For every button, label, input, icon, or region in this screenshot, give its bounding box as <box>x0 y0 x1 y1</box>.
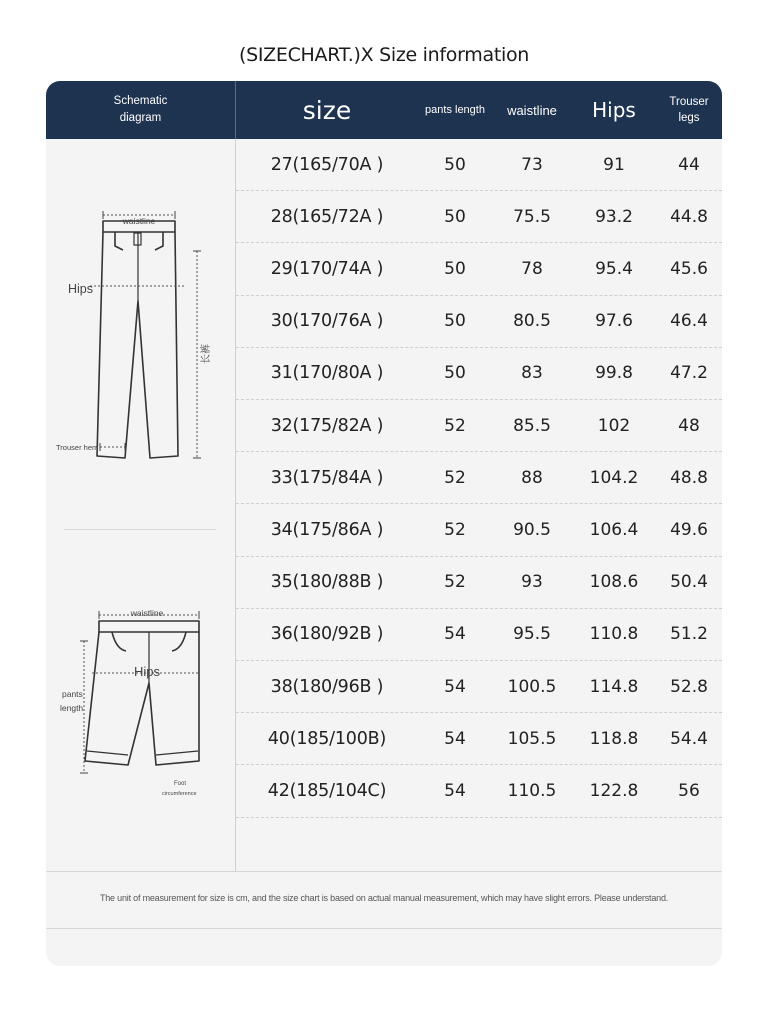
hips-cell: 99.8 <box>595 363 633 384</box>
trouser-legs-cell: 44 <box>678 154 700 175</box>
trouser-legs-cell: 48.8 <box>670 467 708 488</box>
shorts-length-label: length <box>60 703 84 713</box>
size-cell: 27(165/70A ) <box>270 154 384 175</box>
table-row <box>236 557 722 609</box>
table-row <box>236 348 722 400</box>
waistline-cell: 100.5 <box>507 676 557 697</box>
hips-cell: 114.8 <box>589 676 639 697</box>
hips-cell: 108.6 <box>589 572 639 593</box>
waistline-cell: 105.5 <box>507 728 557 749</box>
table-row <box>236 713 722 765</box>
trouser-legs-cell: 54.4 <box>670 728 708 749</box>
header-hips: Hips <box>592 98 636 122</box>
size-cell: 35(180/88B ) <box>270 572 384 593</box>
size-cell: 33(175/84A ) <box>270 467 384 488</box>
waistline-cell: 80.5 <box>513 311 551 332</box>
waistline-cell: 95.5 <box>513 624 551 645</box>
trouser-legs-cell: 48 <box>678 415 700 436</box>
waistline-cell: 110.5 <box>507 780 557 801</box>
table-row <box>236 765 722 817</box>
size-cell: 42(185/104C) <box>267 780 387 801</box>
header-pants-length: pants length <box>425 104 485 116</box>
waistline-cell: 73 <box>521 154 543 175</box>
hips-cell: 106.4 <box>589 519 639 540</box>
shorts-waistline-label: waistline <box>130 608 164 618</box>
pants-length-cell: 52 <box>444 467 466 488</box>
header-trouser-legs: Trouser legs <box>669 96 709 124</box>
waistline-cell: 83 <box>521 363 543 384</box>
shorts-diagram <box>46 601 235 801</box>
page-title: (SIZECHART.)X Size information <box>238 44 530 66</box>
note-bottom-divider <box>46 928 722 929</box>
shorts-hips-label: Hips <box>134 664 161 679</box>
waistline-cell: 75.5 <box>513 206 551 227</box>
size-cell: 31(170/80A ) <box>270 363 384 384</box>
table-row <box>236 191 722 243</box>
long-trouser-hem-label: Trouser hem <box>56 443 99 452</box>
table-row <box>236 243 722 295</box>
size-cell: 38(180/96B ) <box>270 676 384 697</box>
trouser-legs-cell: 50.4 <box>670 572 708 593</box>
long-trousers-diagram <box>46 206 235 466</box>
size-cell: 28(165/72A ) <box>270 206 384 227</box>
shorts-circumference-label: circumference <box>162 791 197 797</box>
long-hips-label: Hips <box>68 282 94 296</box>
pants-length-cell: 54 <box>444 780 466 801</box>
pants-length-cell: 54 <box>444 676 466 697</box>
pants-length-cell: 52 <box>444 415 466 436</box>
waistline-cell: 88 <box>521 467 543 488</box>
pants-length-cell: 50 <box>444 206 466 227</box>
shorts-pants-label: pants <box>62 689 83 699</box>
hips-cell: 102 <box>597 415 631 436</box>
header-waistline: waistline <box>507 102 557 118</box>
hips-cell: 95.4 <box>595 258 633 279</box>
table-header <box>46 81 722 139</box>
pants-length-cell: 50 <box>444 311 466 332</box>
size-cell: 32(175/82A ) <box>270 415 384 436</box>
trouser-legs-cell: 45.6 <box>670 258 708 279</box>
table-row <box>236 400 722 452</box>
hips-cell: 93.2 <box>595 206 633 227</box>
long-waistline-label: waistline <box>122 216 156 226</box>
header-schematic: Schematic diagram <box>113 95 168 124</box>
waistline-cell: 78 <box>521 258 543 279</box>
size-cell: 36(180/92B ) <box>270 624 384 645</box>
pants-length-cell: 54 <box>444 728 466 749</box>
trouser-legs-cell: 52.8 <box>670 676 708 697</box>
waistline-cell: 90.5 <box>513 519 551 540</box>
measurement-note: The unit of measurement for size is cm, and the size chart is based on actual manual measurement, which may have slight errors. Please understand. <box>99 893 669 903</box>
trouser-legs-cell: 49.6 <box>670 519 708 540</box>
table-row <box>236 452 722 504</box>
hips-cell: 118.8 <box>589 728 639 749</box>
trouser-legs-cell: 46.4 <box>670 311 708 332</box>
waistline-cell: 93 <box>521 572 543 593</box>
trouser-legs-cell: 51.2 <box>670 624 708 645</box>
trouser-legs-cell: 56 <box>678 780 700 801</box>
pants-length-cell: 50 <box>444 363 466 384</box>
table-row <box>236 139 722 191</box>
size-chart-card <box>46 81 722 966</box>
pants-length-cell: 52 <box>444 519 466 540</box>
pants-length-cell: 50 <box>444 154 466 175</box>
trouser-legs-cell: 47.2 <box>670 363 708 384</box>
long-length-label: 长裤 <box>201 344 212 364</box>
hips-cell: 104.2 <box>589 467 639 488</box>
hips-cell: 110.8 <box>589 624 639 645</box>
size-cell: 29(170/74A ) <box>270 258 384 279</box>
note-top-divider <box>46 871 722 872</box>
table-row <box>236 661 722 713</box>
size-cell: 30(170/76A ) <box>270 311 384 332</box>
hips-cell: 91 <box>603 154 625 175</box>
diagram-separator <box>64 529 216 530</box>
waistline-cell: 85.5 <box>513 415 551 436</box>
size-cell: 34(175/86A ) <box>270 519 384 540</box>
table-row <box>236 504 722 556</box>
table-row <box>236 296 722 348</box>
shorts-foot-label: Foot <box>174 781 187 787</box>
pants-length-cell: 50 <box>444 258 466 279</box>
hips-cell: 122.8 <box>589 780 639 801</box>
header-size: size <box>302 95 352 125</box>
table-row <box>236 609 722 661</box>
pants-length-cell: 54 <box>444 624 466 645</box>
hips-cell: 97.6 <box>595 311 633 332</box>
trouser-legs-cell: 44.8 <box>670 206 708 227</box>
pants-length-cell: 52 <box>444 572 466 593</box>
size-cell: 40(185/100B) <box>267 728 387 749</box>
